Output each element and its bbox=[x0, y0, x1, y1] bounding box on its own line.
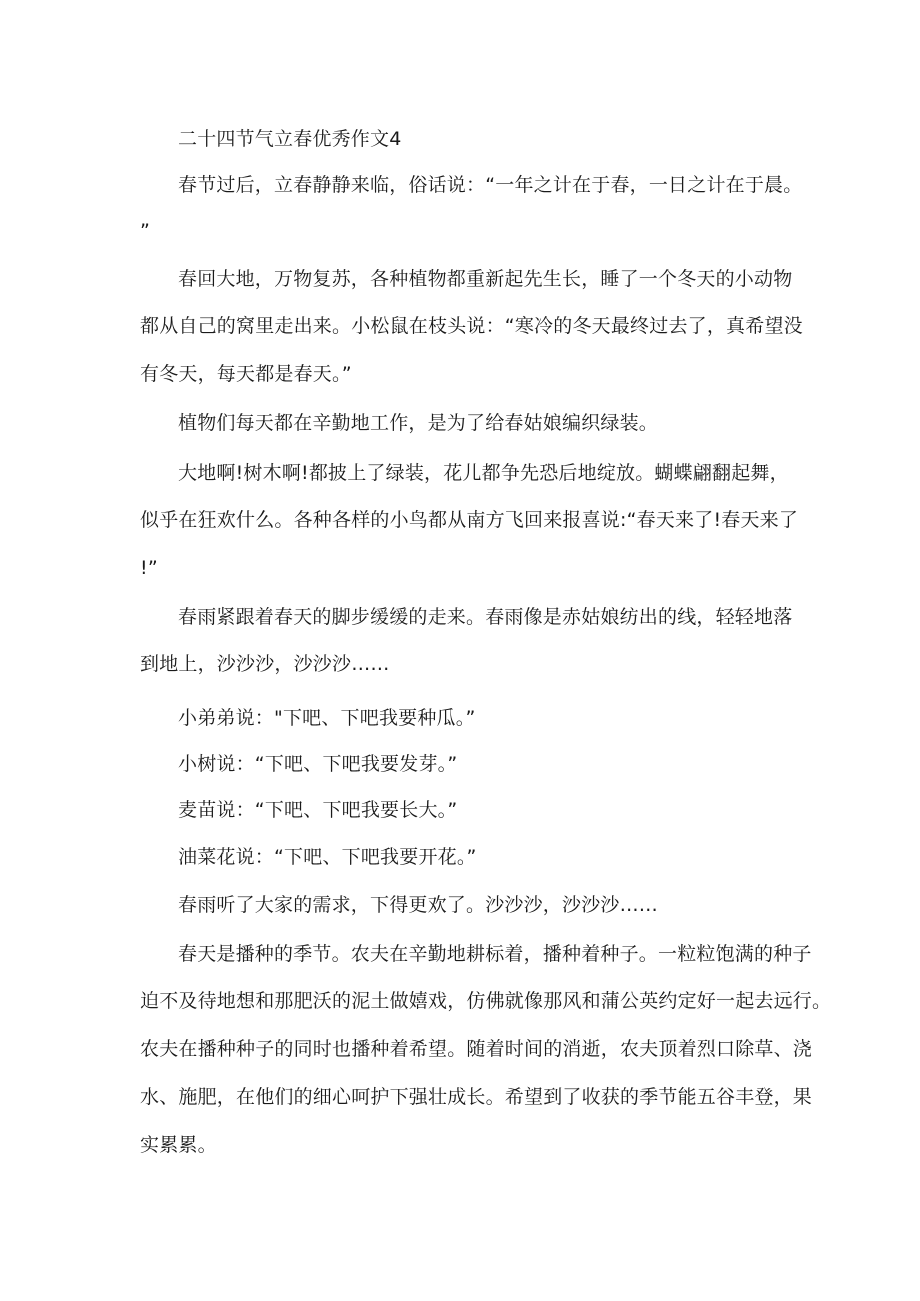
paragraph-line: 春回大地，万物复苏，各种植物都重新起先生长，睡了一个冬天的小动物 bbox=[178, 268, 793, 290]
paragraph-line: 春雨紧跟着春天的脚步缓缓的走来。春雨像是赤姑娘纺出的线，轻轻地落 bbox=[178, 606, 793, 628]
paragraph-line: 都从自己的窝里走出来。小松鼠在枝头说：“寒冷的冬天最终过去了，真希望没 bbox=[140, 315, 803, 337]
paragraph-line: ” bbox=[140, 220, 151, 242]
paragraph-line: 似乎在狂欢什么。各种各样的小鸟都从南方飞回来报喜说:“春天来了!春天来了 bbox=[140, 509, 799, 531]
dialogue-line: 麦苗说：“下吧、下吧我要长大。” bbox=[178, 799, 458, 821]
paragraph-line: !” bbox=[140, 557, 158, 579]
dialogue-line: 小弟弟说："下吧、下吧我要种瓜。” bbox=[178, 707, 476, 729]
paragraph-line: 实累累。 bbox=[140, 1134, 217, 1156]
paragraph-line: 到地上，沙沙沙，沙沙沙…… bbox=[140, 653, 390, 675]
paragraph-line: 春节过后，立春静静来临，俗话说：“一年之计在于春，一日之计在于晨。 bbox=[178, 174, 803, 196]
paragraph-line: 农夫在播种种子的同时也播种着希望。随着时间的消逝，农夫顶着烈口除草、浇 bbox=[140, 1038, 813, 1060]
dialogue-line: 小树说：“下吧、下吧我要发芽。” bbox=[178, 753, 458, 775]
paragraph-line: 迫不及待地想和那肥沃的泥土做嬉戏，仿佛就像那风和蒲公英约定好一起去远行。 bbox=[140, 990, 832, 1012]
paragraph-line: 大地啊!树木啊!都披上了绿装，花儿都争先恐后地绽放。蝴蝶翩翻起舞， bbox=[178, 462, 789, 484]
document-title: 二十四节气立春优秀作文4 bbox=[178, 128, 402, 150]
paragraph-line: 植物们每天都在辛勤地工作，是为了给春姑娘编织绿装。 bbox=[178, 412, 659, 434]
paragraph-line: 水、施肥，在他们的细心呵护下强壮成长。希望到了收获的季节能五谷丰登，果 bbox=[140, 1086, 813, 1108]
dialogue-line: 油菜花说：“下吧、下吧我要开花。” bbox=[178, 846, 477, 868]
paragraph-line: 有冬天，每天都是春天。” bbox=[140, 363, 352, 385]
paragraph-line: 春雨听了大家的需求，下得更欢了。沙沙沙，沙沙沙…… bbox=[178, 894, 659, 916]
paragraph-line: 春天是播种的季节。农夫在辛勤地耕标着，播种着种子。一粒粒饱满的种子 bbox=[178, 943, 812, 965]
